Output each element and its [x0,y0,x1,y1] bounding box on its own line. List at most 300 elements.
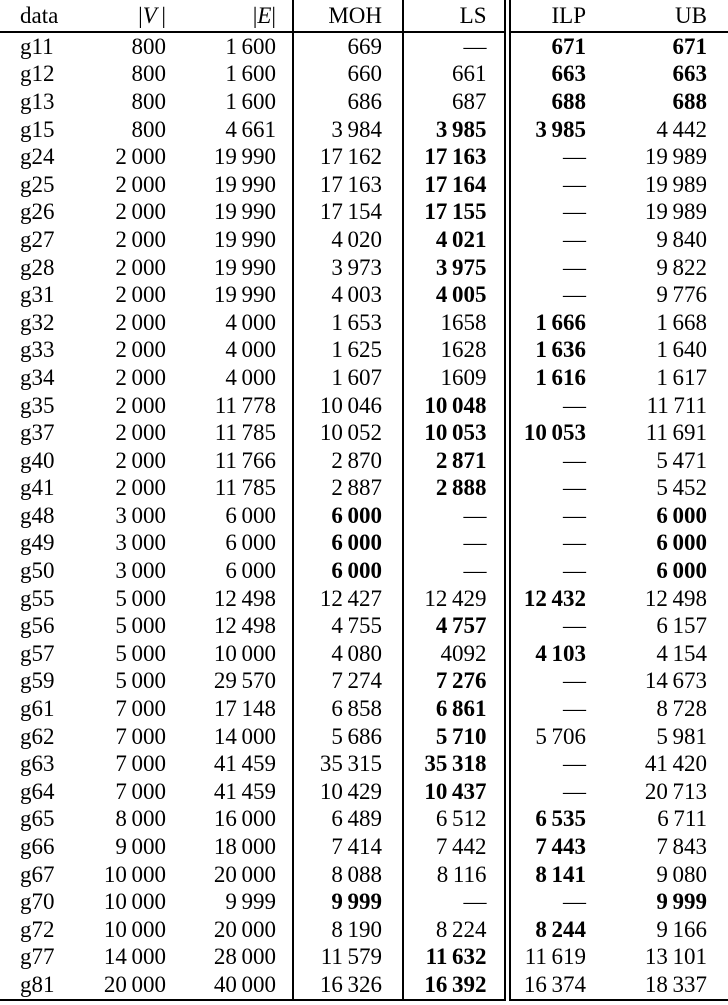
cell-ilp: — [563,889,586,915]
cell-ls: 661 [403,61,507,89]
cell-v: 3 000 [115,530,166,556]
table-row-g63 [0,750,728,778]
cell-e: 20 000 [170,861,293,889]
cell-ls: 12 429 [403,585,507,613]
cell-data: g62 [20,723,55,749]
cell-data: g81 [0,971,95,1000]
cell-ub: 9 166 [656,916,707,942]
cell-ilp: — [563,558,586,584]
cell-ub: 20 713 [644,778,707,804]
cell-data: g65 [20,806,55,832]
cell-ub: 9 840 [656,226,707,252]
cell-ub: 18 337 [615,971,728,1000]
cell-ilp: — [563,144,586,170]
table-row-g15 [0,116,728,144]
cell-data: g35 [20,392,55,418]
cell-e: 4 000 [170,309,293,337]
cell-data: g64 [20,778,55,804]
cell-ilp: 8 244 [535,916,586,942]
cell-v: 2 000 [115,199,166,225]
cell-ilp: — [563,502,586,528]
column-header-ilp [507,0,615,32]
table-row-g31 [0,281,728,309]
cell-moh: 686 [293,88,403,116]
cell-data: g24 [20,144,55,170]
cell-ls: 4 005 [403,281,507,309]
cell-moh: 1 653 [293,309,403,337]
cell-ilp: 10 053 [523,420,586,446]
cell-e: 14 000 [170,723,293,751]
cell-ub: 13 101 [644,944,707,970]
cell-moh: 16 326 [293,971,403,1000]
table-row-g49 [0,530,728,558]
cell-e: 11 785 [170,419,293,447]
table-row-g27 [0,226,728,254]
cell-ls: 7 442 [403,833,507,861]
cell-moh: 4 755 [293,612,403,640]
cell-v: 7 000 [115,751,166,777]
cell-ls: 6 512 [403,806,507,834]
cell-ub: 5 471 [656,447,707,473]
cell-moh: 2 870 [293,447,403,475]
cell-ilp: 16 374 [507,971,615,1000]
table-row-g40 [0,447,728,475]
cell-ls: 11 632 [403,944,507,972]
cell-ub: 8 728 [656,696,707,722]
cell-ilp: 688 [551,88,586,114]
cell-ilp: 5 706 [535,723,586,749]
cell-ls: — [403,32,507,61]
cell-ls: 4092 [403,640,507,668]
table-row-g35 [0,392,728,420]
cell-e: 19 990 [170,143,293,171]
cell-v: 2 000 [115,226,166,252]
cell-moh: 11 579 [293,944,403,972]
cell-ilp: 11 619 [524,944,586,970]
cell-moh: 8 088 [293,861,403,889]
table-row-g70 [0,888,728,916]
cell-ls: — [403,530,507,558]
cell-moh: 7 414 [293,833,403,861]
column-header-v-text: V [142,2,157,28]
table-row-g59 [0,668,728,696]
cell-ilp: 671 [551,33,586,59]
cell-moh: 660 [293,61,403,89]
cell-e: 4 661 [170,116,293,144]
cell-ub: 11 691 [645,420,707,446]
cell-e: 6 000 [170,557,293,585]
cell-ilp: 12 432 [523,585,586,611]
table-row-g72 [0,916,728,944]
cell-e: 28 000 [170,944,293,972]
cell-data: g63 [20,751,55,777]
table-row-g37 [0,419,728,447]
table-row-g56 [0,612,728,640]
cell-ilp: 3 985 [535,116,586,142]
cell-v: 5 000 [115,668,166,694]
table-row-g13 [0,88,728,116]
cell-ls: 10 048 [403,392,507,420]
cell-e: 10 000 [170,640,293,668]
cell-v: 5 000 [115,640,166,666]
cell-moh: 4 003 [293,281,403,309]
cell-moh: 17 154 [293,199,403,227]
cell-v: 2 000 [115,364,166,390]
cell-ilp: — [563,282,586,308]
cell-v: 2 000 [115,309,166,335]
cell-ilp: — [563,668,586,694]
column-header-v-text: | [138,2,143,28]
cell-data: g50 [20,558,55,584]
cell-v: 800 [131,61,166,87]
cell-moh: 4 020 [293,226,403,254]
cell-data: g25 [20,171,55,197]
cell-moh: 10 429 [293,778,403,806]
cell-v: 10 000 [103,916,166,942]
cell-ls: 17 164 [403,171,507,199]
column-header-ub [615,0,728,32]
cell-ilp: — [563,254,586,280]
cell-ls: — [403,888,507,916]
cell-moh: 17 162 [293,143,403,171]
cell-ls: 16 392 [403,971,507,1000]
cell-ub: 9 822 [656,254,707,280]
cell-moh: 4 080 [293,640,403,668]
cell-moh: 12 427 [293,585,403,613]
cell-data: g34 [20,364,55,390]
cell-e: 4 000 [170,337,293,365]
cell-ilp: 663 [551,61,586,87]
cell-moh: 6 000 [293,530,403,558]
cell-ub: 9 776 [656,282,707,308]
cell-e: 19 990 [170,281,293,309]
cell-ub: 1 617 [656,364,707,390]
cell-ls: 8 224 [403,916,507,944]
cell-data: g13 [20,88,55,114]
cell-v: 2 000 [115,171,166,197]
cell-e: 11 778 [170,392,293,420]
cell-ilp: 6 535 [535,806,586,832]
cell-e: 41 459 [170,778,293,806]
cell-ls: — [403,557,507,585]
cell-data: g26 [20,199,55,225]
cell-ilp: — [563,751,586,777]
cell-v: 2 000 [115,392,166,418]
table-row-g81 [0,971,728,1000]
cell-v: 2 000 [115,254,166,280]
cell-e: 29 570 [170,668,293,696]
cell-e: 16 000 [170,806,293,834]
table-row-g28 [0,254,728,282]
cell-moh: 669 [293,32,403,61]
cell-ilp: 8 141 [535,861,586,887]
cell-data: g67 [20,861,55,887]
table-row-g11 [0,32,728,61]
table-row-g34 [0,364,728,392]
cell-moh: 6 489 [293,806,403,834]
cell-moh: 1 625 [293,337,403,365]
cell-e: 1 600 [170,88,293,116]
cell-ls: 6 861 [403,695,507,723]
cell-data: g57 [20,640,55,666]
cell-data: g48 [20,502,55,528]
column-header-ls [403,0,507,32]
cell-e: 6 000 [170,530,293,558]
table-row-g66 [0,833,728,861]
cell-moh: 6 858 [293,695,403,723]
column-header-e [170,0,293,32]
cell-data: g15 [20,116,55,142]
cell-e: 41 459 [170,750,293,778]
cell-ub: 6 711 [657,806,707,832]
cell-e: 19 990 [170,171,293,199]
cell-ilp: 4 103 [535,640,586,666]
cell-moh: 3 973 [293,254,403,282]
cell-moh: 10 046 [293,392,403,420]
table-row-g57 [0,640,728,668]
cell-ub: 6 000 [656,530,707,556]
table-row-g24 [0,143,728,171]
cell-ub: 6 157 [656,613,707,639]
cell-ilp: — [563,475,586,501]
cell-v: 3 000 [115,502,166,528]
cell-v: 9 000 [115,834,166,860]
cell-ilp: 1 616 [535,364,586,390]
cell-data: g70 [20,889,55,915]
column-header-data [0,0,95,32]
cell-data: g56 [20,613,55,639]
table-row-g32 [0,309,728,337]
cell-data: g55 [20,585,55,611]
cell-v: 3 000 [115,558,166,584]
cell-ilp: 1 636 [535,337,586,363]
cell-ilp: — [563,226,586,252]
cell-ilp: — [563,171,586,197]
cell-ub: 6 000 [656,502,707,528]
cell-ls: 17 155 [403,199,507,227]
cell-ub: 4 154 [656,640,707,666]
cell-ub: 671 [672,33,707,59]
cell-v: 8 000 [115,806,166,832]
cell-ilp: 7 443 [535,834,586,860]
cell-ls: 5 710 [403,723,507,751]
cell-data: g61 [20,696,55,722]
cell-e: 19 990 [170,199,293,227]
cell-ls: 17 163 [403,143,507,171]
cell-v: 20 000 [95,971,170,1000]
table-row-g77 [0,944,728,972]
cell-ub: 5 981 [656,723,707,749]
table-row-g26 [0,199,728,227]
cell-data: g11 [20,33,54,59]
cell-ub: 19 989 [644,199,707,225]
cell-data: g31 [20,282,55,308]
column-header-ilp-text: ILP [551,2,586,28]
cell-e: 18 000 [170,833,293,861]
cell-moh: 10 052 [293,419,403,447]
cell-ls: 8 116 [403,861,507,889]
table-row-g64 [0,778,728,806]
cell-ub: 663 [672,61,707,87]
cell-ls: 4 757 [403,612,507,640]
cell-e: 9 999 [170,888,293,916]
table-row-g65 [0,806,728,834]
cell-ls: 35 318 [403,750,507,778]
cell-ls: 1658 [403,309,507,337]
cell-data: g37 [20,420,55,446]
cell-data: g28 [20,254,55,280]
cell-v: 7 000 [115,723,166,749]
cell-moh: 6 000 [293,502,403,530]
column-header-v-text: | [156,2,166,28]
cell-moh: 3 984 [293,116,403,144]
cell-v: 5 000 [115,613,166,639]
cell-ub: 1 668 [656,309,707,335]
column-header-moh [293,0,403,32]
cell-moh: 35 315 [293,750,403,778]
cell-moh: 9 999 [293,888,403,916]
cell-data: g59 [20,668,55,694]
cell-v: 2 000 [115,475,166,501]
cell-data: g72 [20,916,55,942]
cell-e: 20 000 [170,916,293,944]
cell-e: 12 498 [170,585,293,613]
cell-moh: 7 274 [293,668,403,696]
table-body [0,32,728,1000]
cell-data: g49 [20,530,55,556]
cell-v: 10 000 [103,861,166,887]
cell-ub: 9 080 [656,861,707,887]
cell-v: 800 [131,88,166,114]
cell-data: g77 [20,944,55,970]
cell-data: g33 [20,337,55,363]
column-header-e-text: | [252,2,258,28]
table-row-g41 [0,475,728,503]
column-header-e-text: E [257,2,272,28]
table-row-g55 [0,585,728,613]
cell-ls: 2 871 [403,447,507,475]
cell-ilp: — [563,613,586,639]
cell-v: 2 000 [115,447,166,473]
column-header-e-text: | [271,2,276,28]
cell-e: 11 766 [170,447,293,475]
cell-v: 7 000 [115,778,166,804]
cell-ilp: — [563,778,586,804]
table-row-g67 [0,861,728,889]
cell-e: 4 000 [170,364,293,392]
cell-moh: 1 607 [293,364,403,392]
cell-e: 6 000 [170,502,293,530]
cell-ub: 19 989 [644,171,707,197]
cell-data: g27 [20,226,55,252]
cell-moh: 2 887 [293,475,403,503]
cell-data: g41 [20,475,55,501]
column-header-data-text: data [20,2,59,28]
cell-ls: 3 975 [403,254,507,282]
cell-ub: 4 442 [656,116,707,142]
cell-e: 1 600 [170,32,293,61]
table-row-g61 [0,695,728,723]
cell-e: 40 000 [170,971,293,1000]
cell-v: 2 000 [115,337,166,363]
column-header-ub-text: UB [675,2,707,28]
column-header-ls-text: LS [459,2,487,28]
cell-ilp: 1 666 [535,309,586,335]
cell-v: 5 000 [115,585,166,611]
cell-e: 17 148 [170,695,293,723]
cell-data: g32 [20,309,55,335]
table-row-g48 [0,502,728,530]
column-header-moh-text: MOH [328,2,382,28]
cell-moh: 17 163 [293,171,403,199]
cell-v: 7 000 [115,696,166,722]
cell-ub: 12 498 [644,585,707,611]
table-row-g25 [0,171,728,199]
cell-ub: 7 843 [656,834,707,860]
cell-ls: 1609 [403,364,507,392]
cell-data: g40 [20,447,55,473]
cell-e: 19 990 [170,226,293,254]
cell-ub: 688 [672,88,707,114]
cell-ilp: — [563,530,586,556]
cell-ilp: — [563,392,586,418]
cell-v: 2 000 [115,420,166,446]
cell-ls: 4 021 [403,226,507,254]
cell-ls: 687 [403,88,507,116]
cell-ls: 10 437 [403,778,507,806]
table-header-row [0,0,728,32]
cell-ub: 11 711 [646,392,707,418]
cell-v: 2 000 [115,282,166,308]
cell-moh: 6 000 [293,557,403,585]
table-row-g33 [0,337,728,365]
cell-moh: 5 686 [293,723,403,751]
cell-ls: 7 276 [403,668,507,696]
cell-ub: 5 452 [656,475,707,501]
cell-ub: 9 999 [656,889,707,915]
cell-data: g12 [20,61,55,87]
cell-ls: 10 053 [403,419,507,447]
cell-e: 1 600 [170,61,293,89]
cell-ilp: — [563,696,586,722]
cell-v: 10 000 [103,889,166,915]
cell-ls: 2 888 [403,475,507,503]
table-row-g62 [0,723,728,751]
cell-ilp: — [563,447,586,473]
cell-v: 2 000 [115,144,166,170]
cell-ls: 1628 [403,337,507,365]
column-header-v [95,0,170,32]
cell-ls: — [403,502,507,530]
cell-ub: 41 420 [644,751,707,777]
cell-ub: 1 640 [656,337,707,363]
cell-ilp: — [563,199,586,225]
table-row-g50 [0,557,728,585]
cell-e: 11 785 [170,475,293,503]
cell-e: 19 990 [170,254,293,282]
table-header [0,0,728,32]
cell-ub: 6 000 [656,558,707,584]
cell-e: 12 498 [170,612,293,640]
cell-moh: 8 190 [293,916,403,944]
cell-v: 14 000 [103,944,166,970]
cell-ls: 3 985 [403,116,507,144]
table-row-g12 [0,61,728,89]
cell-data: g66 [20,834,55,860]
cell-v: 800 [131,33,166,59]
cell-v: 800 [131,116,166,142]
cell-ub: 19 989 [644,144,707,170]
